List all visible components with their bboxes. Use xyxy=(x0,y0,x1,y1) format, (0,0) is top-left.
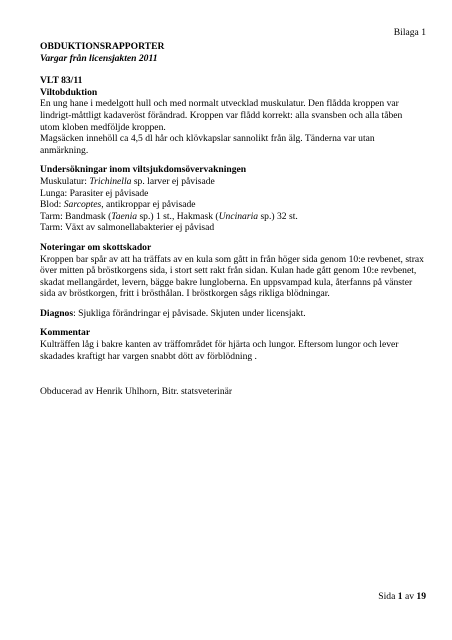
muskulatur-post: sp. larver ej påvisade xyxy=(131,175,215,187)
tarm1-pre: Tarm: Bandmask ( xyxy=(40,210,112,222)
diagnos-text: : Sjukliga förändringar ej påvisade. Skjuten under licensjakt. xyxy=(73,307,306,319)
report-content xyxy=(40,41,424,398)
skottskador-heading: Noteringar om skottskador xyxy=(40,241,152,253)
tarm1-species-1: Taenia xyxy=(111,210,138,222)
spacer xyxy=(40,362,424,374)
tarm1-species-2: Uncinaria xyxy=(218,210,259,222)
lunga-line: Lunga: Parasiter ej påvisade xyxy=(40,187,149,199)
muskulatur-species: Trichinella xyxy=(89,175,132,187)
spacer xyxy=(40,374,424,386)
spacer xyxy=(40,319,424,327)
blod-pre: Blod: xyxy=(40,199,64,211)
tarm-salmonella-line: Tarm: Växt av salmonellabakterier ej påvisad xyxy=(40,222,215,234)
blod-post: , antikroppar ej påvisade xyxy=(101,199,196,211)
muskulatur-pre: Muskulatur: xyxy=(40,175,90,187)
spacer xyxy=(40,234,424,242)
diagnos-line xyxy=(40,308,424,320)
blod-species: Sarcoptes xyxy=(63,199,102,211)
blod-line xyxy=(40,199,424,211)
viltobduktion-text-1: En ung hane i medelgott hull och med normalt utvecklad muskulatur. Den flådda kroppen var lindrigt-måttligt kadaveröst förändrad. Kroppen var flådd korrekt: alla svansben och alla tåben utom kloben medföljde kroppen. xyxy=(40,98,403,133)
muskulatur-line xyxy=(40,176,424,188)
case-id: VLT 83/11 xyxy=(40,75,83,87)
kommentar-heading: Kommentar xyxy=(40,327,91,339)
page-footer xyxy=(378,591,426,603)
tarm1-mid: sp.) 1 st., Hakmask ( xyxy=(137,210,219,222)
footer-middle: av xyxy=(402,591,417,602)
viltobduktion-text-2: Magsäcken innehöll ca 4,5 dl hår och klövkapslar sannolikt från älg. Tänderna var utan anmärkning. xyxy=(40,133,375,156)
signature-line: Obducerad av Henrik Uhlhorn, Bitr. statsveterinär xyxy=(40,386,233,398)
skottskador-text: Kroppen bar spår av att ha träffats av en kula som gått in från höger sida genom 10:e revbenet, strax över mitten på bröstkorgens sida, i stort sett rakt från sidan. Kulan hade gått genom 10:e revbenet, skadat mellangärdet, levern, bägge bakre lungloberna. En uppsvampad kula, återfanns på vänster sida av bröstkorgen, fritt i brösthålan. I bröstkorgen sågs rikliga blödningar. xyxy=(40,253,424,300)
footer-page-number: 1 xyxy=(397,591,403,602)
footer-prefix: Sida xyxy=(378,591,398,602)
spacer xyxy=(40,156,424,164)
viltobduktion-heading: Viltobduktion xyxy=(40,86,98,98)
tarm1-post: sp.) 32 st. xyxy=(258,210,298,222)
footer-page-total: 19 xyxy=(416,591,426,602)
annex-label: Bilaga 1 xyxy=(393,27,426,38)
diagnos-label: Diagnos xyxy=(40,307,74,319)
tarm-parasites-line xyxy=(40,211,424,223)
undersokningar-heading: Undersökningar inom viltsjukdomsövervakningen xyxy=(40,164,247,176)
report-title: OBDUKTIONSRAPPORTER xyxy=(40,41,165,52)
kommentar-text: Kulträffen låg i bakre kanten av träffområdet för hjärta och lungor. Eftersom lungor och lever skadades kraftigt har vargen snabbt dött av förblödning . xyxy=(40,339,399,362)
spacer xyxy=(40,300,424,308)
report-subtitle: Vargar från licensjakten 2011 xyxy=(40,52,158,64)
